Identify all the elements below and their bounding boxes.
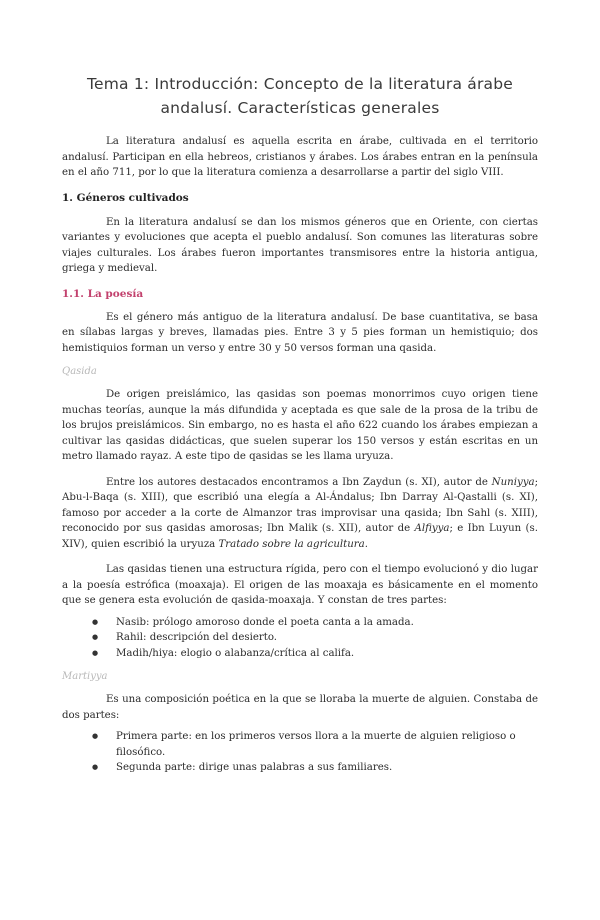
list-item: ● Rahil: descripción del desierto.: [116, 630, 538, 646]
work-title: Tratado sobre la agricultura: [218, 538, 365, 550]
martiyya-heading: Martiyya: [62, 671, 108, 682]
document-page: [0, 72, 600, 920]
section-heading-generos: 1. Géneros cultivados: [62, 191, 189, 204]
martiyya-paragraph: Es una composición poética en la que se lloraba la muerte de alguien. Constaba de dos partes:: [62, 694, 538, 721]
qasida-paragraph-origin: De origen preislámico, las qasidas son poemas monorrimos cuyo origen tiene muchas teorías, aunque la más difundida y aceptada es que sale de la prosa de la tribu de los brujos preislámicos. Sin embargo, no es hasta el año 622 cuando los árabes empiezan a cultivar las qasidas didácticas, que suelen superar los 150 versos y están escritas en un metro llamado rayaz. A este tipo de qasidas se les llama uryuza.: [62, 389, 538, 462]
page-title: Tema 1: Introducción: Concepto de la literatura árabe andalusí. Características generales: [86, 75, 514, 117]
martiyya-parts-list: [62, 729, 538, 776]
work-title: Nuniyya: [491, 476, 535, 488]
generos-paragraph: En la literatura andalusí se dan los mismos géneros que en Oriente, con ciertas variantes y evoluciones que acepta el pueblo andalusí. Son comunes las literaturas sobre viajes culturales. Los árabes fueron importantes transmisores entre la historia antigua, griega y medieval.: [62, 216, 538, 274]
list-item: ● Madih/hiya: elogio o alabanza/crítica al califa.: [116, 646, 538, 662]
list-item: ● Primera parte: en los primeros versos llora a la muerte de alguien religioso o filosófico.: [116, 729, 538, 760]
list-item: ● Nasib: prólogo amoroso donde el poeta canta a la amada.: [116, 615, 538, 631]
qasida-parts-list: [62, 615, 538, 662]
qasida-paragraph-authors: Entre los autores destacados encontramos a Ibn Zaydun (s. XI), autor de Nuniyya; Abu-l-Baqa (s. XIII), que escribió una elegía a Al-Ándalus; Ibn Darray Al-Qastalli (s. XI), famoso por acceder a la corte de Almanzor tras improvisar una qasida; Ibn Sahl (s. XIII), reconocido por sus qasidas amorosas; Ibn Malik (s. XII), autor de Alfiyya; e Ibn Luyun (s. XIV), quien escribió la uryuza Tratado sobre la agricultura.: [62, 476, 538, 550]
qasida-paragraph-structure: Las qasidas tienen una estructura rígida, pero con el tiempo evolucionó y dio lugar a la poesía estrófica (moaxaja). El origen de las moaxaja es básicamente en el momento que se genera esta evolución de qasida-moaxaja. Y constan de tres partes:: [62, 564, 538, 606]
qasida-heading: Qasida: [62, 366, 97, 377]
intro-paragraph: La literatura andalusí es aquella escrita en árabe, cultivada en el territorio andalusí. Participan en ella hebreos, cristianos y árabes. Los árabes entran en la península en el año 711, por lo que la literatura comienza a desarrollarse a partir del siglo VIII.: [62, 136, 538, 178]
work-title: Alfiyya: [414, 523, 450, 534]
poesia-paragraph: Es el género más antiguo de la literatura andalusí. De base cuantitativa, se basa en sílabas largas y breves, llamadas pies. Entre 3 y 5 pies forman un hemistiquio; dos hemistiquios forman un verso y entre 30 y 50 versos forman una qasida.: [62, 311, 538, 354]
subsection-heading-poesia: 1.1. La poesía: [62, 287, 144, 300]
list-item: ● Segunda parte: dirige unas palabras a sus familiares.: [116, 760, 538, 776]
